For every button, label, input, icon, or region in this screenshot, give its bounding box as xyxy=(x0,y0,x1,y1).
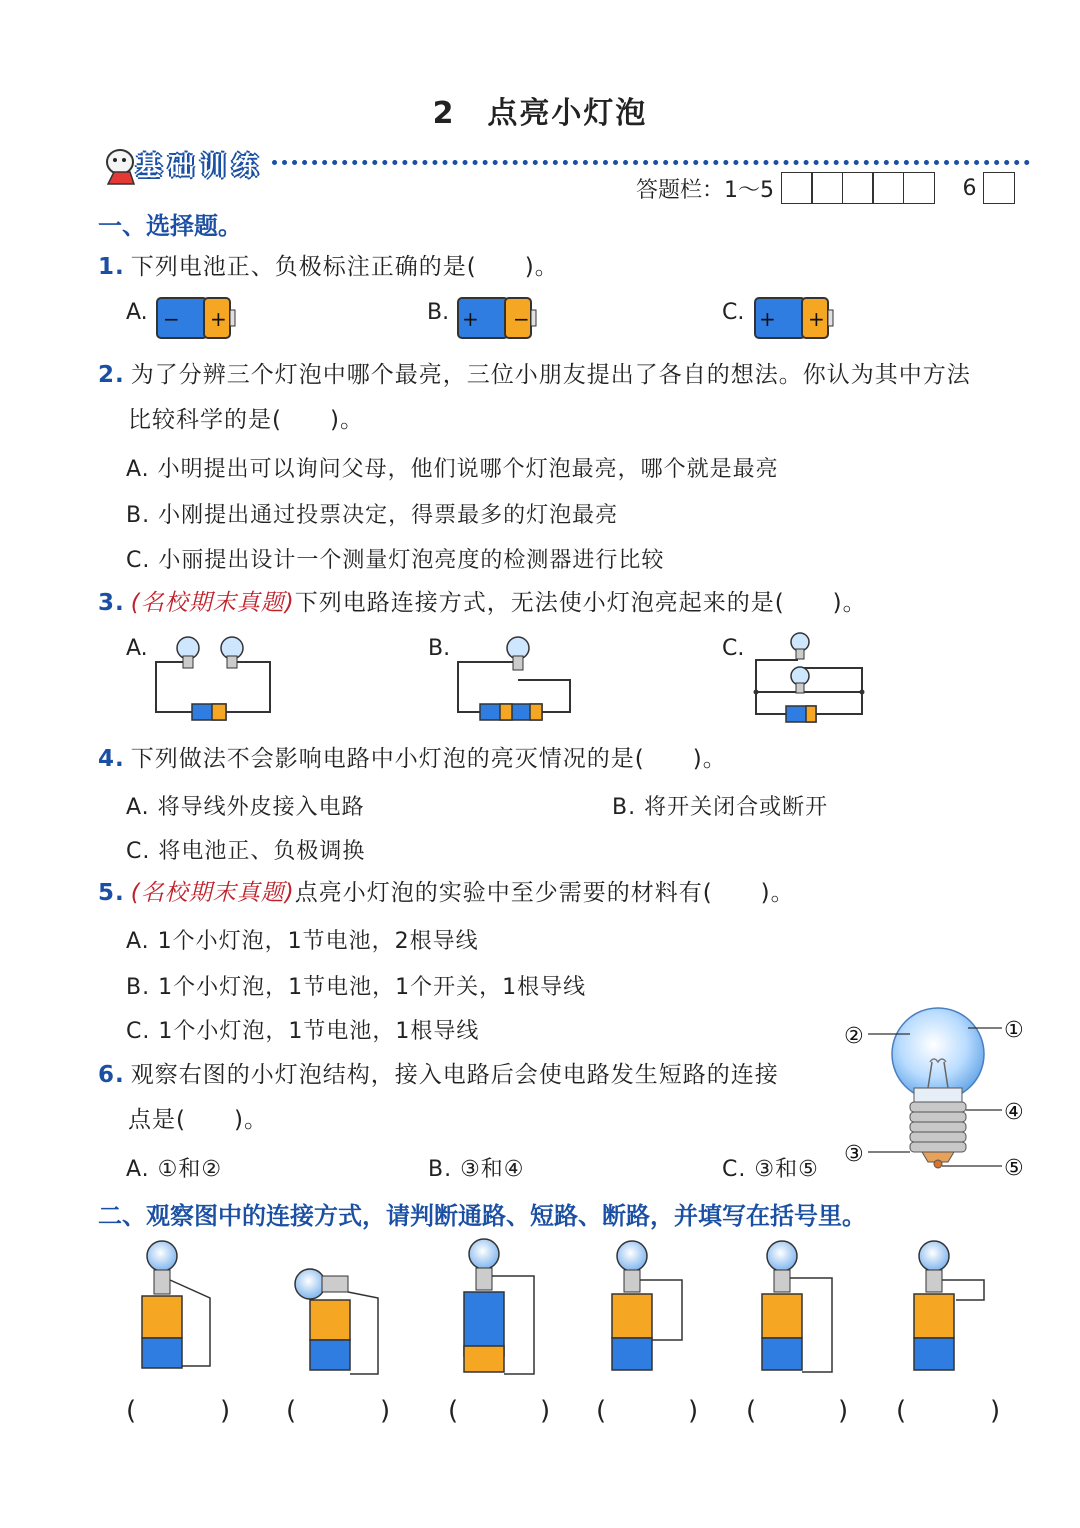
q1-option-c-label: C. xyxy=(722,300,745,325)
answer-bar xyxy=(636,172,1015,204)
circuit-figure-3 xyxy=(464,1239,534,1374)
answer-paren-1-close: ) xyxy=(220,1396,231,1426)
q3-option-a-label: A. xyxy=(126,636,148,661)
q1-c-mark-left: + xyxy=(759,307,776,331)
answer-paren-5-open: ( xyxy=(746,1396,757,1426)
q1-option-b-label: B. xyxy=(427,300,450,325)
q4-option-a: A. 将导线外皮接入电路 xyxy=(126,795,365,820)
section-2-title: 二、观察图中的连接方式，请判断通路、短路、断路，并填写在括号里。 xyxy=(98,1202,866,1230)
answer-paren-3-open: ( xyxy=(448,1396,459,1426)
q2-option-c: C. 小丽提出设计一个测量灯泡亮度的检测器进行比较 xyxy=(126,548,665,573)
q1-b-mark-right: − xyxy=(513,307,530,331)
answer-paren-4-open: ( xyxy=(596,1396,607,1426)
banner-label: 基础训练 xyxy=(136,152,265,182)
circuit-figure-2 xyxy=(295,1269,378,1374)
q6-option-c: C. ③和⑤ xyxy=(722,1157,819,1182)
q3-option-b-label: B. xyxy=(428,636,451,661)
q2-option-b: B. 小刚提出通过投票决定，得票最多的灯泡最亮 xyxy=(126,503,619,528)
q5-option-a: A. 1个小灯泡，1节电池，2根导线 xyxy=(126,929,479,954)
question-5: 5. (名校期末真题)点亮小灯泡的实验中至少需要的材料有( )。 xyxy=(98,880,795,906)
q3-option-c-label: C. xyxy=(722,636,745,661)
q4-option-c: C. 将电池正、负极调换 xyxy=(126,839,366,864)
question-6-line2: 点是( )。 xyxy=(128,1107,268,1133)
bulb-label-3: ③ xyxy=(844,1142,864,1167)
bulb-structure-diagram xyxy=(838,1006,1038,1186)
q5-option-b: B. 1个小灯泡，1节电池，1个开关，1根导线 xyxy=(126,975,587,1000)
answer-paren-5-close: ) xyxy=(838,1396,849,1426)
circuit-figure-6 xyxy=(914,1241,984,1370)
section-1-title: 一、选择题。 xyxy=(98,212,242,240)
answer-paren-6-open: ( xyxy=(896,1396,907,1426)
bulb-label-4: ④ xyxy=(1004,1100,1024,1125)
bulb-label-5: ⑤ xyxy=(1004,1156,1024,1181)
q1-battery-a xyxy=(156,296,236,342)
question-3: 3. (名校期末真题)下列电路连接方式，无法使小灯泡亮起来的是( )。 xyxy=(98,590,867,616)
question-4: 4. 下列做法不会影响电路中小灯泡的亮灭情况的是( )。 xyxy=(98,746,727,772)
circuit-figures-row xyxy=(100,1236,1020,1386)
question-1: 1. 下列电池正、负极标注正确的是( )。 xyxy=(98,254,559,280)
answer-paren-1-open: ( xyxy=(126,1396,137,1426)
q6-option-a: A. ①和② xyxy=(126,1157,223,1182)
banner-dotted-line xyxy=(272,160,1030,165)
q1-option-a-label: A. xyxy=(126,300,148,325)
q1-battery-c xyxy=(754,296,834,342)
answer-boxes-1-5[interactable] xyxy=(782,172,935,204)
q1-battery-b xyxy=(457,296,537,342)
q6-option-b: B. ③和④ xyxy=(428,1157,525,1182)
circuit-figure-1 xyxy=(142,1241,210,1368)
q3-tag: (名校期末真题) xyxy=(130,590,295,616)
q1-a-mark-left: − xyxy=(163,307,180,331)
q3-circuit-b xyxy=(452,630,582,722)
q1-a-mark-right: + xyxy=(210,307,227,331)
q5-tag: (名校期末真题) xyxy=(130,880,295,906)
answer-paren-2-close: ) xyxy=(380,1396,391,1426)
answer-bar-label: 答题栏：1～5 xyxy=(636,177,774,203)
q2-option-a: A. 小明提出可以询问父母，他们说哪个灯泡最亮，哪个就是最亮 xyxy=(126,457,779,482)
answer-paren-2-open: ( xyxy=(286,1396,297,1426)
circuit-figure-5 xyxy=(762,1241,832,1372)
answer-bar-extra: 6 xyxy=(962,175,977,201)
question-6: 6. 观察右图的小灯泡结构，接入电路后会使电路发生短路的连接 xyxy=(98,1062,779,1088)
q1-c-mark-right: + xyxy=(808,307,825,331)
answer-paren-4-close: ) xyxy=(688,1396,699,1426)
bulb-label-2: ② xyxy=(844,1024,864,1049)
bulb-label-1: ① xyxy=(1004,1018,1024,1043)
q5-option-c: C. 1个小灯泡，1节电池，1根导线 xyxy=(126,1019,480,1044)
page-title: 2 点亮小灯泡 xyxy=(432,96,648,131)
q4-option-b: B. 将开关闭合或断开 xyxy=(612,795,829,820)
q1-b-mark-left: + xyxy=(462,307,479,331)
answer-paren-6-close: ) xyxy=(990,1396,1001,1426)
question-2-line2: 比较科学的是( )。 xyxy=(128,407,364,433)
mascot-icon xyxy=(100,142,140,188)
q3-circuit-a xyxy=(150,630,280,722)
q3-circuit-c xyxy=(748,630,878,726)
answer-box-6[interactable] xyxy=(983,172,1015,204)
question-2: 2. 为了分辨三个灯泡中哪个最亮，三位小朋友提出了各自的想法。你认为其中方法 xyxy=(98,362,971,388)
answer-paren-3-close: ) xyxy=(540,1396,551,1426)
circuit-figure-4 xyxy=(612,1241,682,1370)
